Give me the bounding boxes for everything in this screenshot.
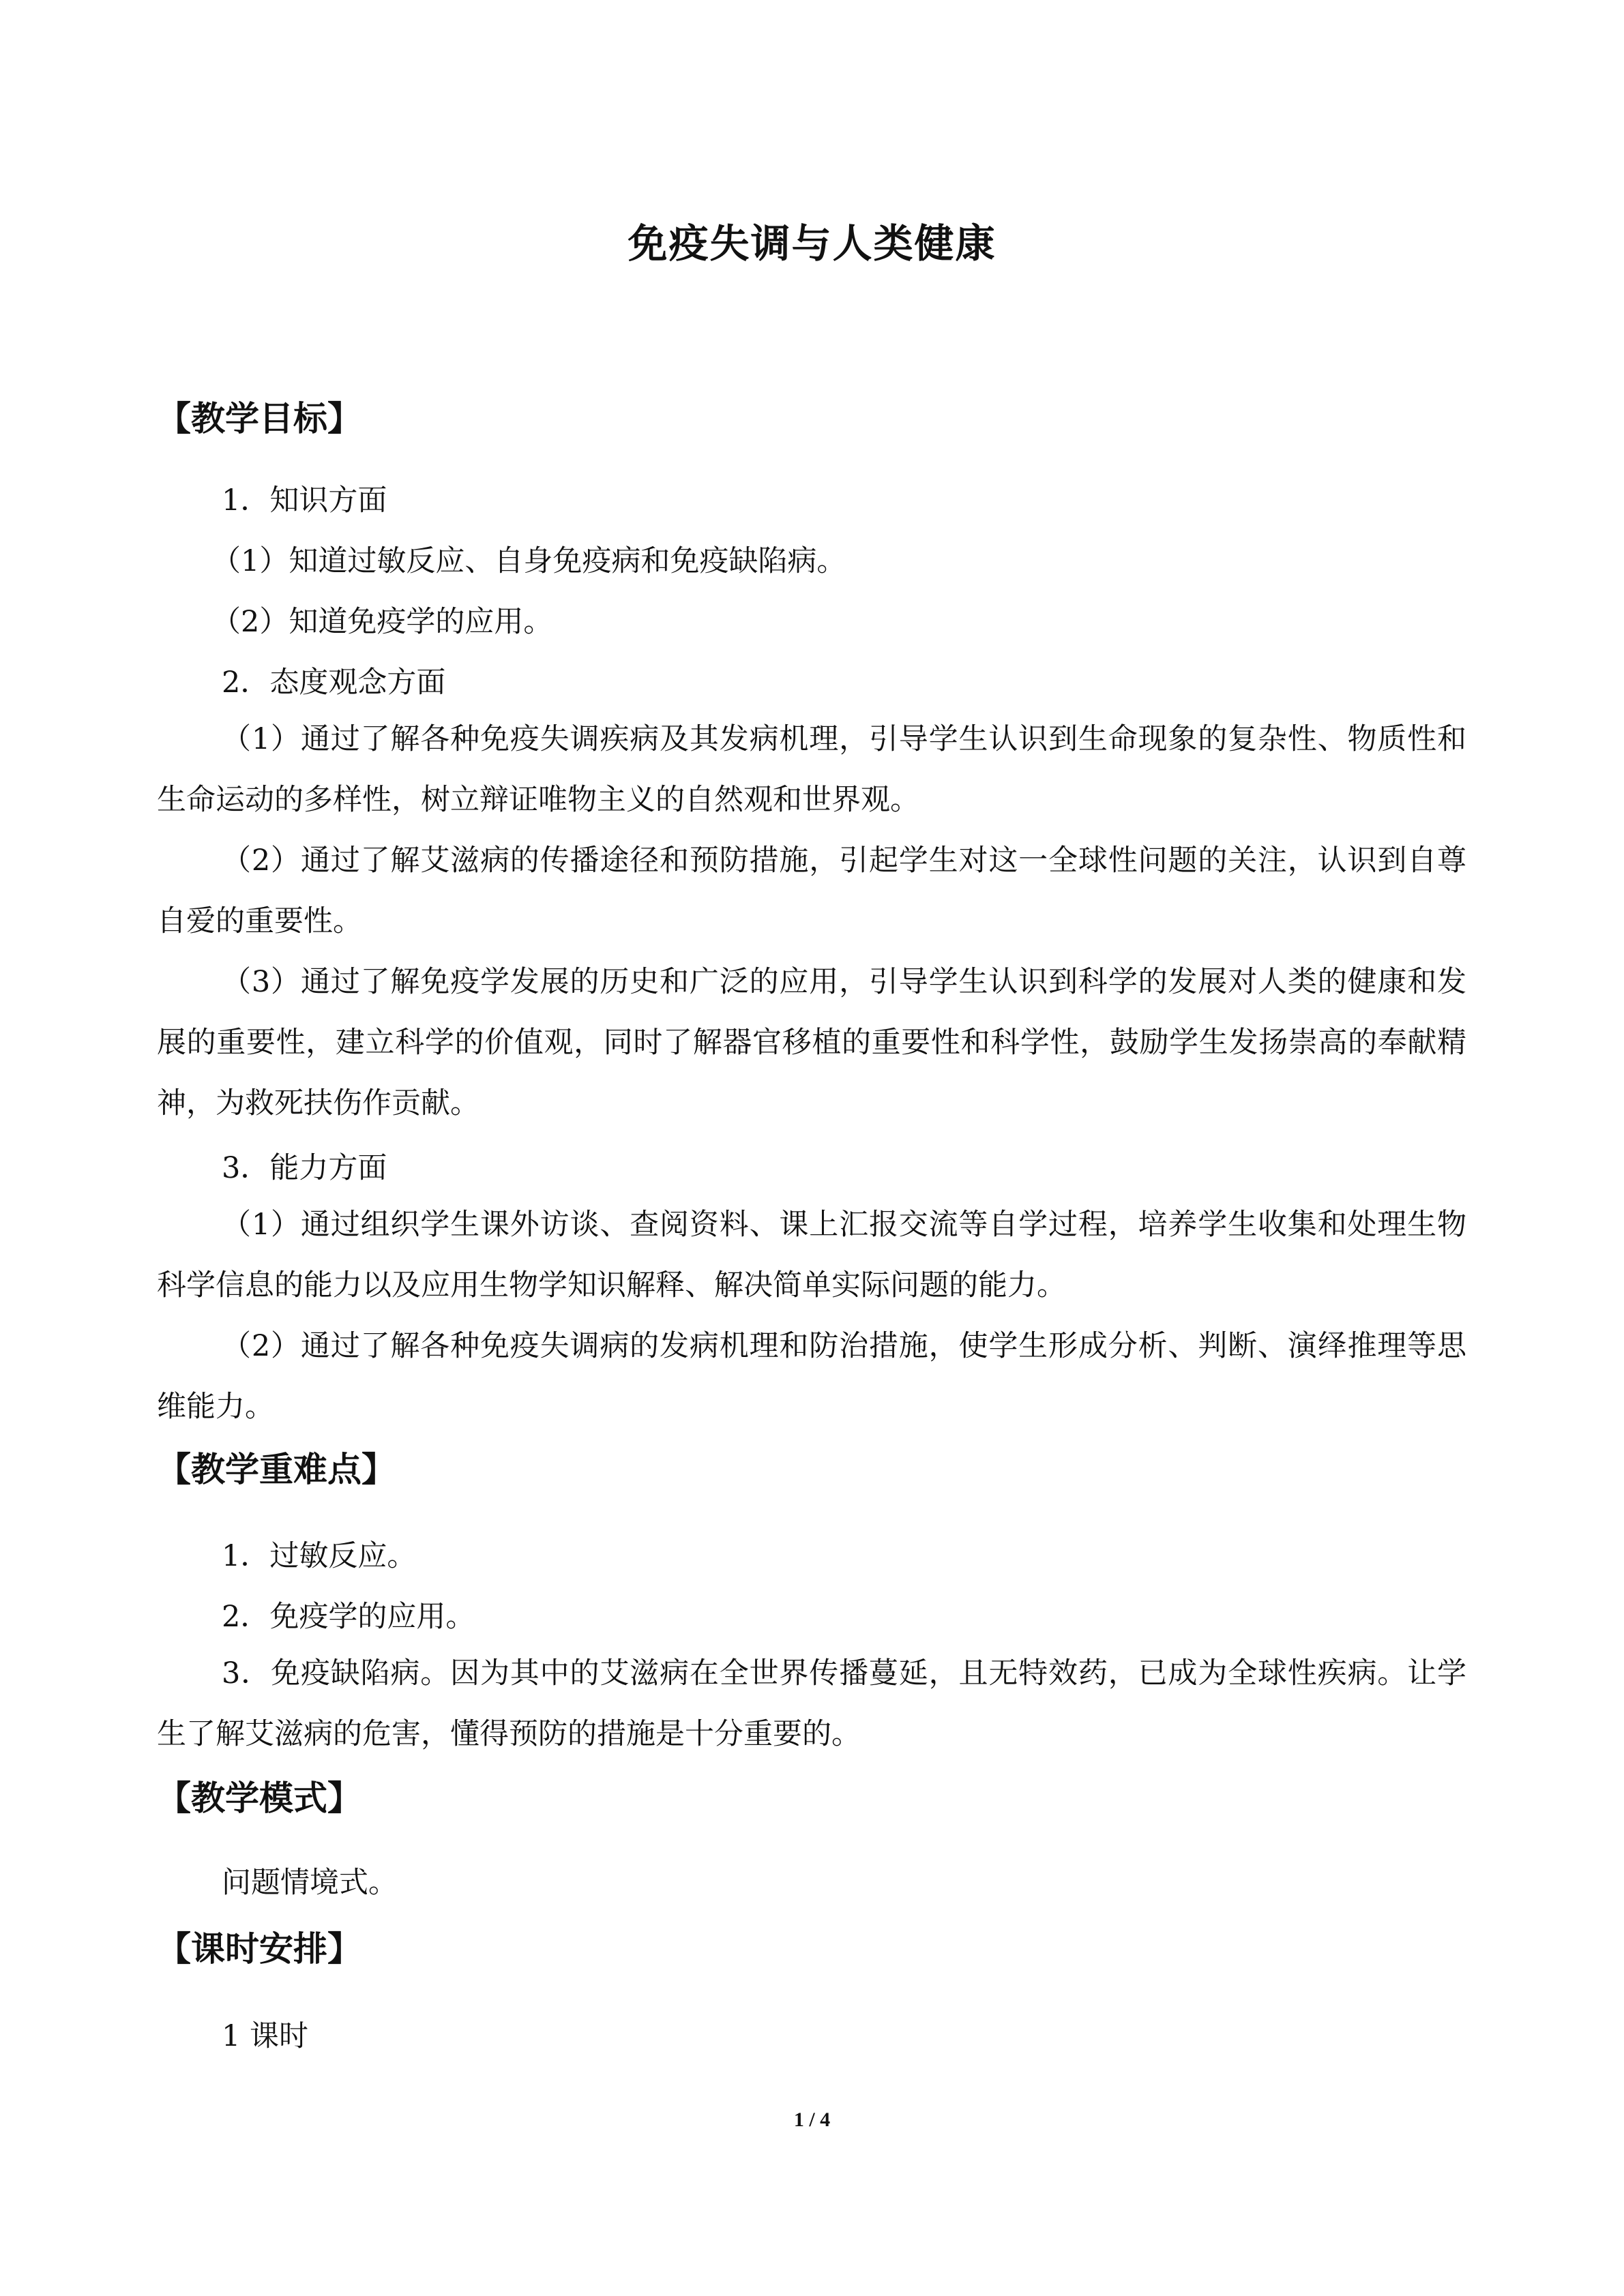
key-points-heading: 【教学重难点】 — [157, 1450, 396, 1489]
knowledge-title: 1．知识方面 — [222, 483, 387, 518]
key-point-2: 2．免疫学的应用。 — [222, 1600, 475, 1634]
schedule-heading: 【课时安排】 — [157, 1929, 361, 1969]
attitude-item-2: （2）通过了解艾滋病的传播途径和预防措施，引起学生对这一全球性问题的关注，认识到自尊自爱的重要性。 — [157, 844, 1466, 938]
attitude-title: 2．态度观念方面 — [222, 666, 446, 700]
attitude-item-3: （3）通过了解免疫学发展的历史和广泛的应用，引导学生认识到科学的发展对人类的健康和发展的重要性，建立科学的价值观，同时了解器官移植的重要性和科学性，鼓励学生发扬崇高的奉献精神，为救死扶伤作贡献。 — [157, 965, 1466, 1120]
mode-text: 问题情境式。 — [222, 1866, 398, 1900]
knowledge-item-1: （1）知道过敏反应、自身免疫病和免疫缺陷病。 — [211, 544, 846, 578]
page-number: 1 / 4 — [793, 2108, 831, 2131]
objectives-heading: 【教学目标】 — [157, 399, 361, 438]
document-title: 免疫失调与人类健康 — [628, 220, 996, 267]
ability-item-1: （1）通过组织学生课外访谈、查阅资料、课上汇报交流等自学过程，培养学生收集和处理生物科学信息的能力以及应用生物学知识解释、解决简单实际问题的能力。 — [157, 1208, 1466, 1302]
knowledge-item-2: （2）知道免疫学的应用。 — [211, 605, 553, 639]
key-point-1: 1．过敏反应。 — [222, 1539, 417, 1573]
ability-title: 3．能力方面 — [222, 1151, 387, 1185]
schedule-text: 1 课时 — [222, 2019, 309, 2053]
attitude-item-1: （1）通过了解各种免疫失调疾病及其发病机理，引导学生认识到生命现象的复杂性、物质性和生命运动的多样性，树立辩证唯物主义的自然观和世界观。 — [157, 722, 1466, 817]
mode-heading: 【教学模式】 — [157, 1778, 361, 1818]
key-point-3: 3．免疫缺陷病。因为其中的艾滋病在全世界传播蔓延，且无特效药，已成为全球性疾病。让学生了解艾滋病的危害，懂得预防的措施是十分重要的。 — [157, 1656, 1466, 1751]
ability-item-2: （2）通过了解各种免疫失调病的发病机理和防治措施，使学生形成分析、判断、演绎推理等思维能力。 — [157, 1329, 1466, 1424]
